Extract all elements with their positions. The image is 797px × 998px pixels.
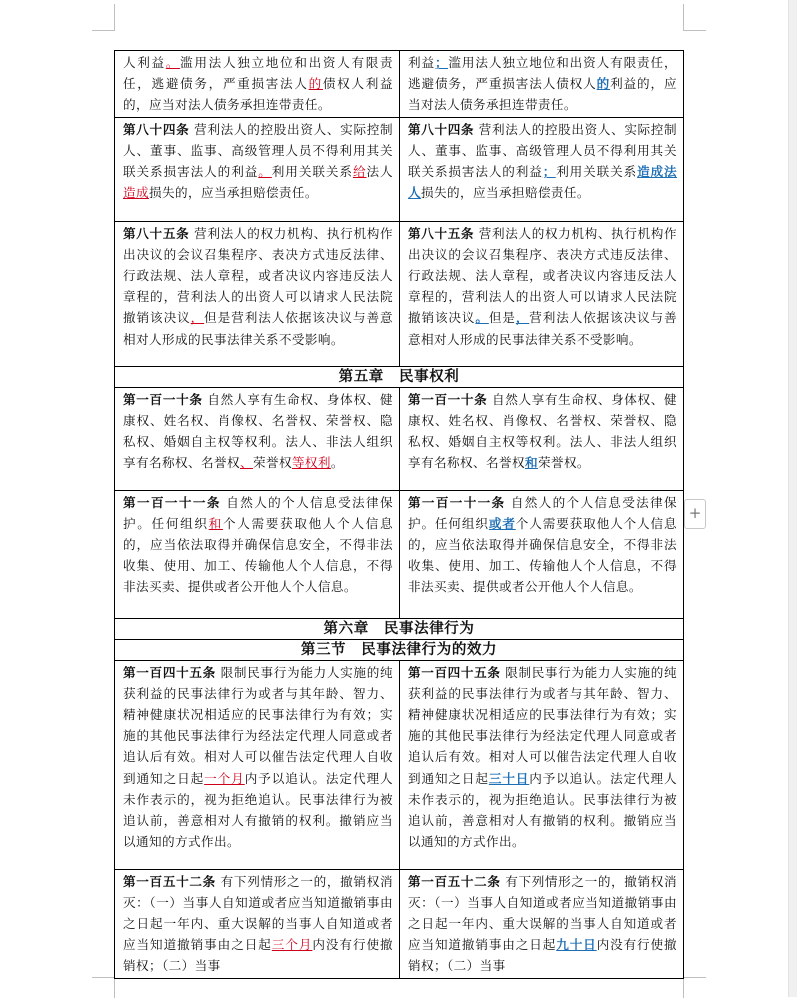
article-number: 第一百五十二条 <box>123 873 216 889</box>
deleted-text: ， <box>190 310 205 326</box>
new-text-cell <box>400 117 684 221</box>
comparison-table <box>114 50 684 979</box>
revised-text: 。 <box>475 310 489 326</box>
deleted-text: 和 <box>208 515 223 531</box>
text-run: 自然人享有生命权、身体权、健康权、姓名权、肖像权、名誉权、荣誉权、隐私权、婚姻自主权等权利。法人、非法人组织享有名称权、名誉权 <box>408 391 677 471</box>
text-run: 自然人的个人信息受法律保护。任何组织 <box>123 494 393 531</box>
crop-mark-bottom-left <box>92 977 115 998</box>
crop-mark-bottom-right <box>683 977 706 998</box>
text-run: 营利法人的控股出资人、实际控制人、董事、监事、高级管理人员不得利用其关联关系损害法人的利益 <box>408 121 678 180</box>
deleted-text: 。 <box>165 55 181 70</box>
text-run: 。 <box>330 455 344 471</box>
section-heading-row <box>115 618 684 639</box>
vertical-scrollbar[interactable] <box>788 0 797 997</box>
new-text-cell <box>400 869 684 978</box>
text-run: 利用关联关系 <box>271 164 353 180</box>
text-run: 内没有行使撤销权；（二）当事 <box>408 937 678 974</box>
text-run: 营利法人依据该决议与善意相对人形成的民事法律关系不受影响。 <box>408 310 678 347</box>
old-text-cell <box>115 660 400 869</box>
new-text-cell <box>400 221 684 366</box>
text-run: 债权人利益的，应当对法人债务承担连带责任。 <box>123 76 393 113</box>
crop-mark-top-left <box>92 4 115 31</box>
text-run: 限制民事行为能力人实施的纯获利益的民事法律行为或者与其年龄、智力、精神健康状况相适应的民事法律行为有效；实施的其他民事法律行为经法定代理人同意或者追认后有效。相对人可以催告法定代理人自收到通知之日起 <box>408 664 677 786</box>
revised-text: 三十日 <box>488 770 530 786</box>
text-run: 利用关联关系 <box>555 164 638 180</box>
text-run: 个人需要获取他人个人信息的，应当依法取得并确保信息安全，不得非法收集、使用、加工、传输他人个人信息，不得非法买卖、提供或者公开他人个人信息。 <box>408 515 677 595</box>
old-text-cell <box>115 490 400 618</box>
text-run: 自然人享有生命权、身体权、健康权、姓名权、肖像权、名誉权、荣誉权、隐私权、婚姻自主权等权利。法人、非法人组织享有名称权、名誉权 <box>123 391 393 471</box>
text-run: 利益 <box>408 55 435 70</box>
old-text-cell <box>115 117 400 221</box>
section-heading: 第五章 民事权利 <box>115 366 684 387</box>
old-text-cell <box>115 51 400 118</box>
old-text-cell <box>115 221 400 366</box>
text-run: 有下列情形之一的，撤销权消灭：（一）当事人自知道或者应当知道撤销事由之日起一年内、重大误解的当事人自知道或者应当知道撤销事由之日起 <box>408 873 677 953</box>
text-run: 损失的，应当承担赔偿责任。 <box>149 185 318 201</box>
text-run: 滥用法人独立地位和出资人有限责任，逃避债务，严重损害法人 <box>123 55 394 92</box>
new-text-cell <box>400 660 684 869</box>
crop-mark-top-right <box>683 4 706 31</box>
text-run: 个人需要获取他人个人信息的，应当依法取得并确保信息安全，不得非法收集、使用、加工、传输他人个人信息，不得非法买卖、提供或者公开他人个人信息。 <box>123 515 393 595</box>
revised-text: 和 <box>524 455 538 471</box>
article-number: 第一百五十二条 <box>408 873 501 889</box>
article-number: 第八十四条 <box>408 121 475 137</box>
new-text-cell <box>400 387 684 490</box>
deleted-text: 给 <box>352 164 367 180</box>
deleted-text: 的 <box>308 76 323 92</box>
article-row <box>115 490 684 618</box>
text-run: 利益的，应当对法人债务承担连带责任。 <box>408 76 677 113</box>
old-text-cell <box>115 387 400 490</box>
article-number: 第一百一十条 <box>123 391 203 407</box>
text-run: 营利法人的权力机构、执行机构作出决议的会议召集程序、表决方式违反法律、行政法规、法人章程，或者决议内容违反法人章程的，营利法人的出资人可以请求人民法院撤销该决议 <box>123 225 394 326</box>
text-run: 但是 <box>488 310 516 326</box>
deleted-text: 。 <box>258 164 272 180</box>
deleted-text: 、 <box>239 455 253 471</box>
deleted-text: 造成 <box>123 185 149 201</box>
section-heading-row <box>115 639 684 660</box>
section-heading: 第三节 民事法律行为的效力 <box>115 639 684 660</box>
article-row <box>115 387 684 490</box>
revised-text: 九十日 <box>556 937 597 953</box>
deleted-text: 三个月 <box>271 937 313 953</box>
new-text-cell <box>400 490 684 618</box>
text-run: 法人 <box>366 164 393 180</box>
text-run: 内没有行使撤销权；（二）当事 <box>123 937 393 974</box>
revised-text: ； <box>542 164 556 180</box>
text-run: 荣誉权 <box>252 455 292 471</box>
article-row <box>115 51 684 118</box>
revised-text: ； <box>434 55 448 70</box>
add-row-handle[interactable]: + <box>684 499 706 529</box>
new-text-cell <box>400 51 684 118</box>
revised-text: 的 <box>596 76 611 92</box>
text-run: 但是营利法人依据该决议与善意相对人形成的民事法律关系不受影响。 <box>123 310 394 347</box>
section-heading-row <box>115 366 684 387</box>
text-run: 内予以追认。法定代理人未作表示的，视为拒绝追认。民事法律行为被追认前，善意相对人有撤销的权利。撤销应当以通知的方式作出。 <box>408 770 677 850</box>
article-number: 第一百一十一条 <box>123 494 221 510</box>
text-run: 自然人的个人信息受法律保护。任何组织 <box>408 494 677 531</box>
deleted-text: 一个月 <box>204 770 245 786</box>
article-number: 第一百四十五条 <box>123 664 216 680</box>
text-run: 有下列情形之一的，撤销权消灭：（一）当事人自知道或者应当知道撤销事由之日起一年内、重大误解的当事人自知道或者应当知道撤销事由之日起 <box>123 873 393 953</box>
text-run: 限制民事行为能力人实施的纯获利益的民事法律行为或者与其年龄、智力、精神健康状况相适应的民事法律行为有效；实施的其他民事法律行为经法定代理人同意或者追认后有效。相对人可以催告法定代理人自收到通知之日起 <box>123 664 393 786</box>
article-number: 第八十四条 <box>123 121 190 137</box>
article-number: 第一百一十条 <box>408 391 488 407</box>
revised-text: 造成法人 <box>408 164 678 201</box>
text-run: 损失的，应当承担赔偿责任。 <box>421 185 590 201</box>
section-heading: 第六章 民事法律行为 <box>115 618 684 639</box>
revised-text: 或者 <box>488 515 516 531</box>
old-text-cell <box>115 869 400 978</box>
article-row <box>115 221 684 366</box>
article-row <box>115 117 684 221</box>
text-run: 内予以追认。法定代理人未作表示的，视为拒绝追认。民事法律行为被追认前，善意相对人有撤销的权利。撤销应当以通知的方式作出。 <box>123 770 393 850</box>
text-run: 营利法人的权力机构、执行机构作出决议的会议召集程序、表决方式违反法律、行政法规、法人章程，或者决议内容违反法人章程的，营利法人的出资人可以请求人民法院撤销该决议 <box>408 225 678 326</box>
article-number: 第一百四十五条 <box>408 664 501 680</box>
article-number: 第八十五条 <box>123 225 190 241</box>
revised-text: ， <box>515 310 530 326</box>
article-row <box>115 660 684 869</box>
article-number: 第八十五条 <box>408 225 475 241</box>
article-number: 第一百一十一条 <box>408 494 506 510</box>
text-run: 滥用法人独立地位和出资人有限责任，逃避债务，严重损害法人债权人 <box>408 55 677 92</box>
article-row <box>115 869 684 978</box>
deleted-text: 等权利 <box>291 455 331 471</box>
text-run: 荣誉权。 <box>537 455 590 471</box>
text-run: 人利益 <box>123 55 166 70</box>
text-run: 营利法人的控股出资人、实际控制人、董事、监事、高级管理人员不得利用其关联关系损害法人的利益 <box>123 121 394 180</box>
